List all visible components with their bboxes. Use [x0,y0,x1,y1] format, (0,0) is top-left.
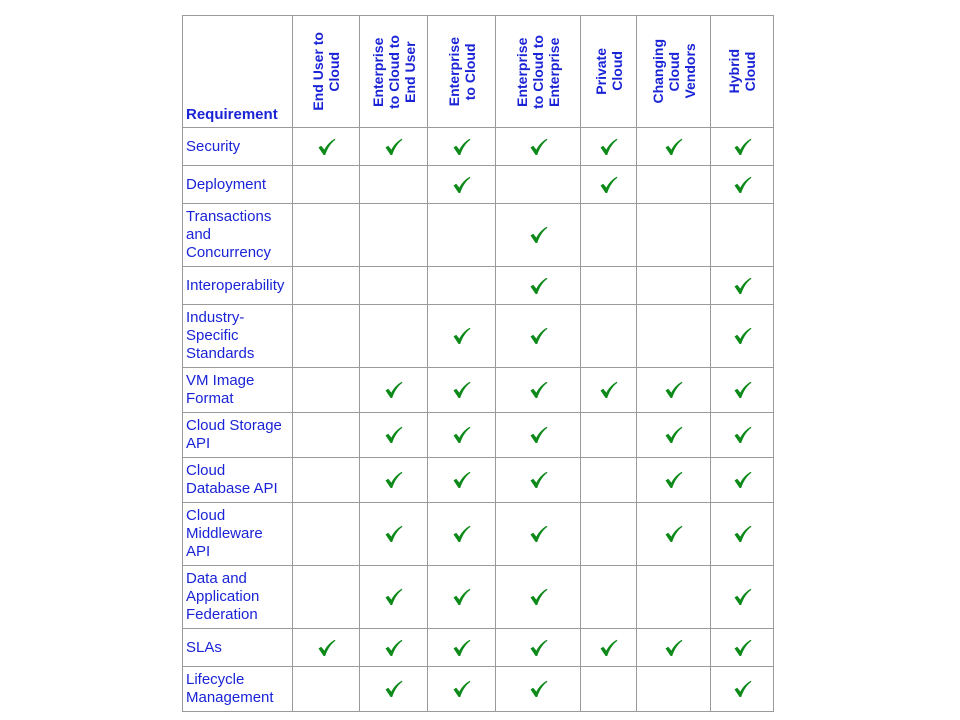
checkmark-icon [733,588,752,606]
matrix-cell [360,368,428,413]
checkmark-icon [664,426,683,444]
matrix-cell [711,305,774,368]
table-row [183,368,774,413]
table-row [183,667,774,712]
checkmark-icon [529,471,548,489]
checkmark-icon [664,381,683,399]
checkmark-icon [452,525,471,543]
checkmark-icon [733,680,752,698]
checkmark-icon [452,471,471,489]
matrix-cell [637,503,711,566]
checkmark-icon [733,426,752,444]
matrix-cell [496,128,581,166]
checkmark-icon [529,138,548,156]
matrix-cell [581,204,637,267]
matrix-cell [293,267,360,305]
matrix-cell [496,166,581,204]
table-row [183,629,774,667]
checkmark-icon [599,381,618,399]
matrix-cell [428,566,496,629]
checkmark-icon [733,176,752,194]
checkmark-icon [529,381,548,399]
requirement-label: Deployment [183,166,293,204]
table-row [183,566,774,629]
checkmark-icon [384,381,403,399]
checkmark-icon [733,277,752,295]
checkmark-icon [529,277,548,295]
matrix-cell [428,629,496,667]
matrix-cell [293,667,360,712]
matrix-cell [360,629,428,667]
checkmark-icon [664,639,683,657]
matrix-cell [428,305,496,368]
matrix-cell [711,128,774,166]
column-header [581,16,637,128]
checkmark-icon [384,525,403,543]
column-header-label: Hybrid Cloud [726,49,758,94]
matrix-cell [711,629,774,667]
table-row [183,305,774,368]
matrix-cell [711,166,774,204]
matrix-cell [637,128,711,166]
matrix-cell [581,305,637,368]
matrix-cell [581,413,637,458]
matrix-cell [711,503,774,566]
column-header-label: Private Cloud [592,48,625,95]
requirement-label: Lifecycle Management [183,667,293,712]
matrix-cell [293,204,360,267]
matrix-cell [428,503,496,566]
matrix-cell [360,305,428,368]
matrix-cell [360,128,428,166]
matrix-cell [360,204,428,267]
matrix-cell [293,128,360,166]
matrix-cell [711,413,774,458]
checkmark-icon [733,639,752,657]
requirement-label: Transactions and Concurrency [183,204,293,267]
table-row [183,458,774,503]
requirement-label: Industry- Specific Standards [183,305,293,368]
checkmark-icon [664,471,683,489]
matrix-cell [360,166,428,204]
matrix-cell [711,204,774,267]
checkmark-icon [452,639,471,657]
checkmark-icon [452,176,471,194]
matrix-cell [496,458,581,503]
checkmark-icon [384,138,403,156]
checkmark-icon [452,138,471,156]
column-header [428,16,496,128]
matrix-body [183,128,774,712]
checkmark-icon [529,525,548,543]
requirement-label: VM Image Format [183,368,293,413]
matrix-cell [428,128,496,166]
requirement-label: Data and Application Federation [183,566,293,629]
matrix-cell [581,629,637,667]
matrix-cell [637,204,711,267]
matrix-cell [581,667,637,712]
matrix-cell [581,566,637,629]
header-row [183,16,774,128]
matrix-cell [496,204,581,267]
checkmark-icon [317,639,336,657]
matrix-cell [711,566,774,629]
matrix-cell [711,267,774,305]
matrix-cell [360,667,428,712]
matrix-cell [293,166,360,204]
table-row [183,503,774,566]
matrix-cell [496,629,581,667]
checkmark-icon [452,680,471,698]
matrix-cell [637,368,711,413]
table-row [183,204,774,267]
matrix-cell [581,503,637,566]
matrix-cell [496,667,581,712]
column-header-label: Enterprise to Cloud [445,36,478,107]
checkmark-icon [452,426,471,444]
matrix-cell [428,667,496,712]
checkmark-icon [529,426,548,444]
matrix-cell [428,368,496,413]
matrix-cell [293,629,360,667]
checkmark-icon [384,471,403,489]
matrix-cell [637,667,711,712]
matrix-cell [428,413,496,458]
matrix-cell [293,413,360,458]
checkmark-icon [733,525,752,543]
matrix-cell [711,458,774,503]
checkmark-icon [384,426,403,444]
checkmark-icon [599,138,618,156]
matrix-cell [496,368,581,413]
matrix-cell [637,458,711,503]
checkmark-icon [317,138,336,156]
matrix-cell [293,566,360,629]
column-header-label: Changing Cloud Vendors [649,39,698,104]
matrix-cell [581,166,637,204]
table-row [183,413,774,458]
column-header [711,16,774,128]
requirement-label: Cloud Storage API [183,413,293,458]
matrix-cell [428,458,496,503]
column-header-label: Enterprise to Cloud to Enterprise [514,34,562,109]
matrix-cell [637,413,711,458]
checkmark-icon [664,138,683,156]
table-row [183,166,774,204]
matrix-cell [581,267,637,305]
requirements-matrix [182,15,774,712]
checkmark-icon [384,639,403,657]
matrix-cell [360,458,428,503]
matrix-cell [581,458,637,503]
checkmark-icon [452,327,471,345]
checkmark-icon [599,176,618,194]
matrix-cell [496,413,581,458]
column-header [293,16,360,128]
matrix-cell [293,503,360,566]
checkmark-icon [529,327,548,345]
checkmark-icon [733,381,752,399]
checkmark-icon [452,381,471,399]
matrix-cell [581,368,637,413]
matrix-cell [496,267,581,305]
matrix-cell [293,368,360,413]
matrix-cell [581,128,637,166]
checkmark-icon [664,525,683,543]
matrix-cell [711,368,774,413]
matrix-cell [428,204,496,267]
requirement-label: Cloud Database API [183,458,293,503]
matrix-cell [496,503,581,566]
matrix-cell [293,458,360,503]
checkmark-icon [452,588,471,606]
matrix-cell [428,166,496,204]
checkmark-icon [529,226,548,244]
checkmark-icon [599,639,618,657]
matrix-cell [637,305,711,368]
requirement-label: Interoperability [183,267,293,305]
checkmark-icon [733,471,752,489]
checkmark-icon [733,327,752,345]
matrix-cell [428,267,496,305]
column-header [637,16,711,128]
requirement-label: Cloud Middleware API [183,503,293,566]
requirement-label: SLAs [183,629,293,667]
requirement-header: Requirement [183,16,293,128]
matrix-cell [360,566,428,629]
checkmark-icon [733,138,752,156]
column-header [360,16,428,128]
matrix-cell [360,413,428,458]
matrix-cell [637,566,711,629]
checkmark-icon [529,639,548,657]
column-header-label: End User to Cloud [310,32,342,111]
column-header [496,16,581,128]
matrix-cell [496,566,581,629]
checkmark-icon [384,680,403,698]
requirement-label: Security [183,128,293,166]
checkmark-icon [529,588,548,606]
matrix-cell [360,503,428,566]
table-row [183,267,774,305]
matrix-cell [360,267,428,305]
checkmark-icon [384,588,403,606]
matrix-cell [637,267,711,305]
column-header-label: Enterprise to Cloud to End User [369,34,418,109]
checkmark-icon [529,680,548,698]
matrix-cell [293,305,360,368]
matrix-cell [637,629,711,667]
matrix-cell [496,305,581,368]
matrix-cell [711,667,774,712]
table-row [183,128,774,166]
matrix-cell [637,166,711,204]
